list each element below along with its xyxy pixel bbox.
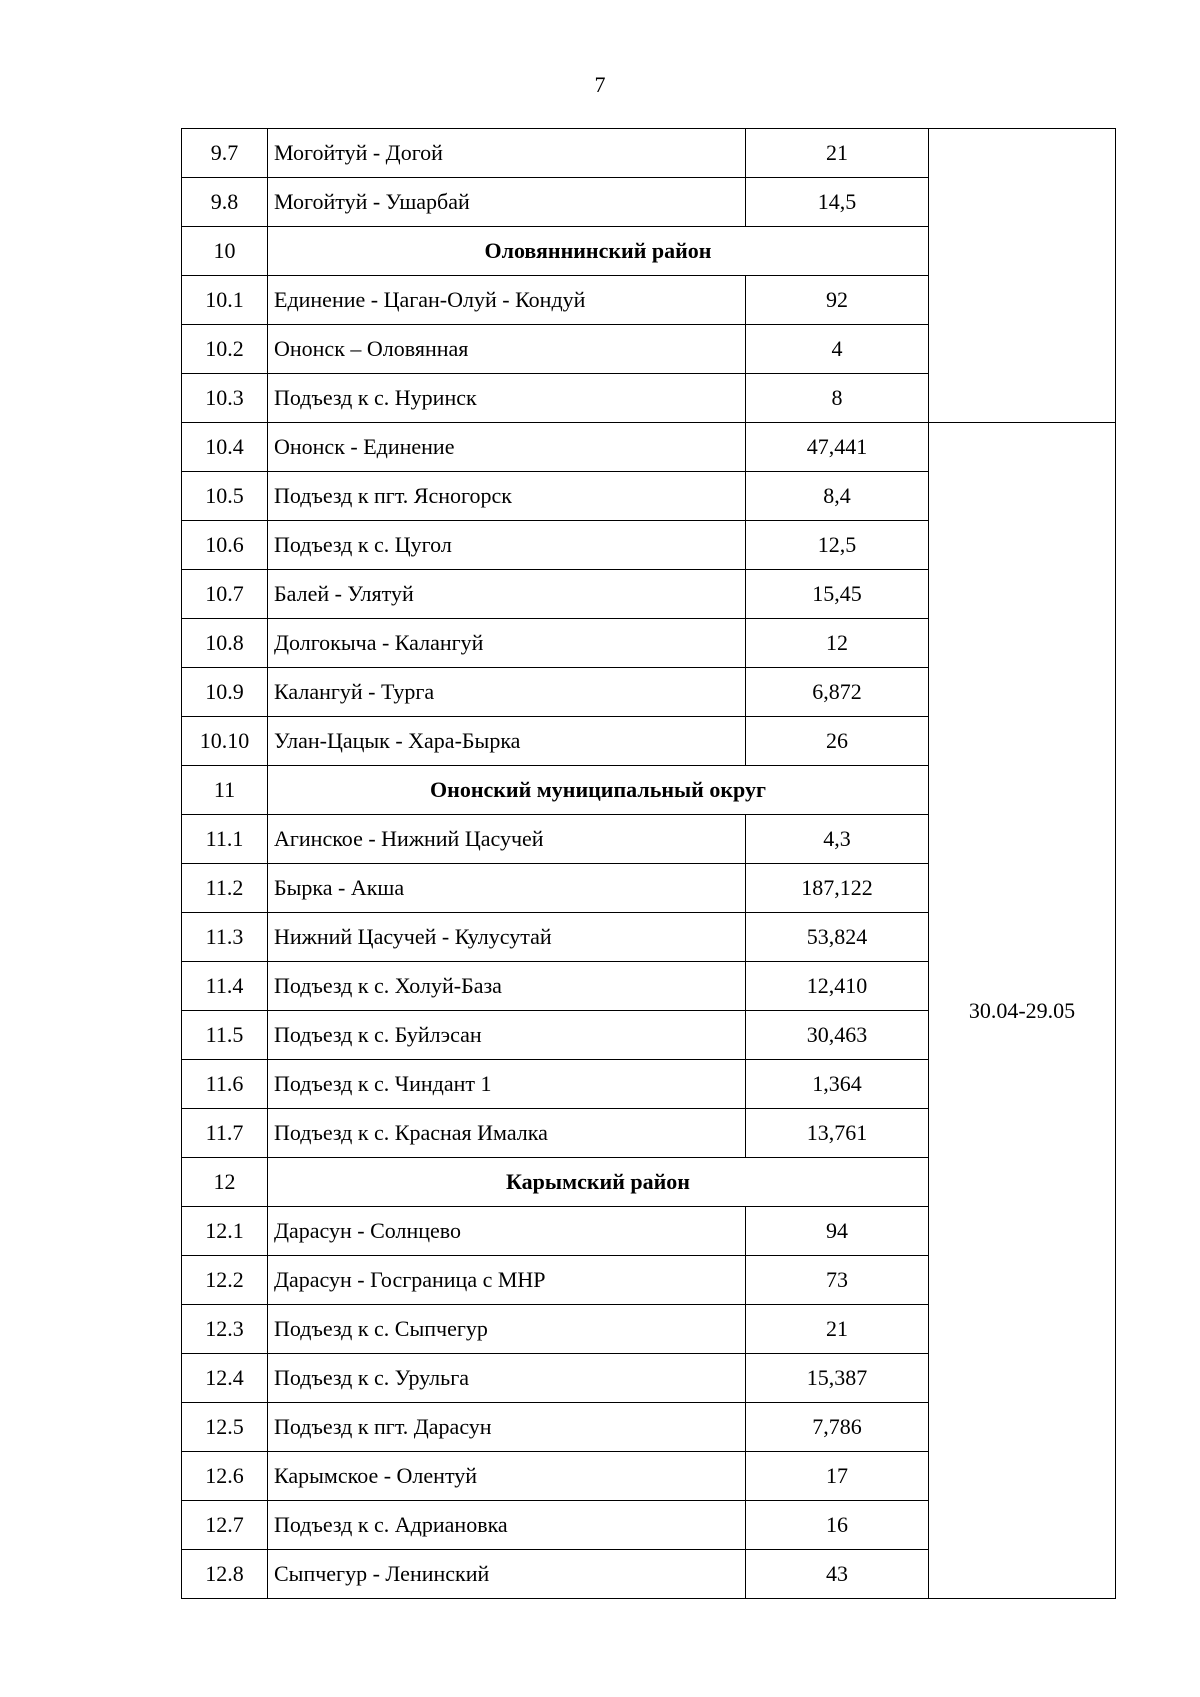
- road-length: 7,786: [746, 1403, 929, 1452]
- road-name: Калангуй - Турга: [268, 668, 746, 717]
- row-number: 12.4: [182, 1354, 268, 1403]
- road-name: Нижний Цасучей - Кулусутай: [268, 913, 746, 962]
- road-length: 21: [746, 129, 929, 178]
- page-number: 7: [594, 72, 606, 97]
- road-length: 12: [746, 619, 929, 668]
- roads-table-body: [182, 129, 1116, 1599]
- road-name: Бырка - Акша: [268, 864, 746, 913]
- row-number: 9.8: [182, 178, 268, 227]
- road-name: Подъезд к с. Сыпчегур: [268, 1305, 746, 1354]
- row-number: 11.7: [182, 1109, 268, 1158]
- road-name: Подъезд к с. Адриановка: [268, 1501, 746, 1550]
- road-name: Дарасун - Солнцево: [268, 1207, 746, 1256]
- road-name: Подъезд к с. Красная Ималка: [268, 1109, 746, 1158]
- roads-table: [181, 128, 1116, 1599]
- row-number: 10.4: [182, 423, 268, 472]
- row-number: 10.2: [182, 325, 268, 374]
- row-number: 12.2: [182, 1256, 268, 1305]
- row-number: 11.4: [182, 962, 268, 1011]
- row-number: 11: [182, 766, 268, 815]
- road-name: Сыпчегур - Ленинский: [268, 1550, 746, 1599]
- closure-period: [929, 129, 1116, 423]
- closure-period: 30.04-29.05: [929, 423, 1116, 1599]
- road-name: Могойтуй - Ушарбай: [268, 178, 746, 227]
- road-length: 53,824: [746, 913, 929, 962]
- row-number: 12.7: [182, 1501, 268, 1550]
- road-length: 8,4: [746, 472, 929, 521]
- row-number: 10: [182, 227, 268, 276]
- row-number: 10.9: [182, 668, 268, 717]
- road-length: 26: [746, 717, 929, 766]
- road-length: 187,122: [746, 864, 929, 913]
- row-number: 11.6: [182, 1060, 268, 1109]
- section-title: Карымский район: [268, 1158, 929, 1207]
- road-length: 4,3: [746, 815, 929, 864]
- road-length: 12,410: [746, 962, 929, 1011]
- road-length: 17: [746, 1452, 929, 1501]
- row-number: 12: [182, 1158, 268, 1207]
- road-length: 8: [746, 374, 929, 423]
- road-length: 1,364: [746, 1060, 929, 1109]
- road-name: Подъезд к с. Холуй-База: [268, 962, 746, 1011]
- road-length: 94: [746, 1207, 929, 1256]
- road-name: Могойтуй - Догой: [268, 129, 746, 178]
- road-length: 43: [746, 1550, 929, 1599]
- row-number: 9.7: [182, 129, 268, 178]
- row-number: 11.1: [182, 815, 268, 864]
- row-number: 12.3: [182, 1305, 268, 1354]
- row-number: 11.5: [182, 1011, 268, 1060]
- table-row: [182, 423, 1116, 472]
- road-length: 15,387: [746, 1354, 929, 1403]
- road-length: 12,5: [746, 521, 929, 570]
- road-name: Подъезд к пгт. Дарасун: [268, 1403, 746, 1452]
- road-name: Дарасун - Госграница с МНР: [268, 1256, 746, 1305]
- road-name: Ононск – Оловянная: [268, 325, 746, 374]
- road-name: Подъезд к с. Нуринск: [268, 374, 746, 423]
- row-number: 10.7: [182, 570, 268, 619]
- road-length: 73: [746, 1256, 929, 1305]
- road-name: Подъезд к с. Цугол: [268, 521, 746, 570]
- road-name: Подъезд к с. Буйлэсан: [268, 1011, 746, 1060]
- road-name: Подъезд к с. Чиндант 1: [268, 1060, 746, 1109]
- road-name: Ононск - Единение: [268, 423, 746, 472]
- road-length: 14,5: [746, 178, 929, 227]
- road-length: 13,761: [746, 1109, 929, 1158]
- road-length: 4: [746, 325, 929, 374]
- row-number: 11.3: [182, 913, 268, 962]
- row-number: 10.3: [182, 374, 268, 423]
- row-number: 10.5: [182, 472, 268, 521]
- road-name: Агинское - Нижний Цасучей: [268, 815, 746, 864]
- row-number: 11.2: [182, 864, 268, 913]
- row-number: 10.1: [182, 276, 268, 325]
- row-number: 12.5: [182, 1403, 268, 1452]
- row-number: 10.6: [182, 521, 268, 570]
- table-row: [182, 129, 1116, 178]
- road-length: 6,872: [746, 668, 929, 717]
- road-name: Подъезд к с. Урульга: [268, 1354, 746, 1403]
- row-number: 12.8: [182, 1550, 268, 1599]
- road-length: 47,441: [746, 423, 929, 472]
- road-name: Долгокыча - Калангуй: [268, 619, 746, 668]
- road-length: 30,463: [746, 1011, 929, 1060]
- road-name: Подъезд к пгт. Ясногорск: [268, 472, 746, 521]
- section-title: Оловяннинский район: [268, 227, 929, 276]
- road-name: Единение - Цаган-Олуй - Кондуй: [268, 276, 746, 325]
- row-number: 10.8: [182, 619, 268, 668]
- road-name: Балей - Улятуй: [268, 570, 746, 619]
- road-length: 16: [746, 1501, 929, 1550]
- row-number: 12.6: [182, 1452, 268, 1501]
- road-name: Карымское - Олентуй: [268, 1452, 746, 1501]
- road-length: 15,45: [746, 570, 929, 619]
- row-number: 10.10: [182, 717, 268, 766]
- road-length: 21: [746, 1305, 929, 1354]
- section-title: Ононский муниципальный округ: [268, 766, 929, 815]
- road-name: Улан-Цацык - Хара-Бырка: [268, 717, 746, 766]
- road-length: 92: [746, 276, 929, 325]
- row-number: 12.1: [182, 1207, 268, 1256]
